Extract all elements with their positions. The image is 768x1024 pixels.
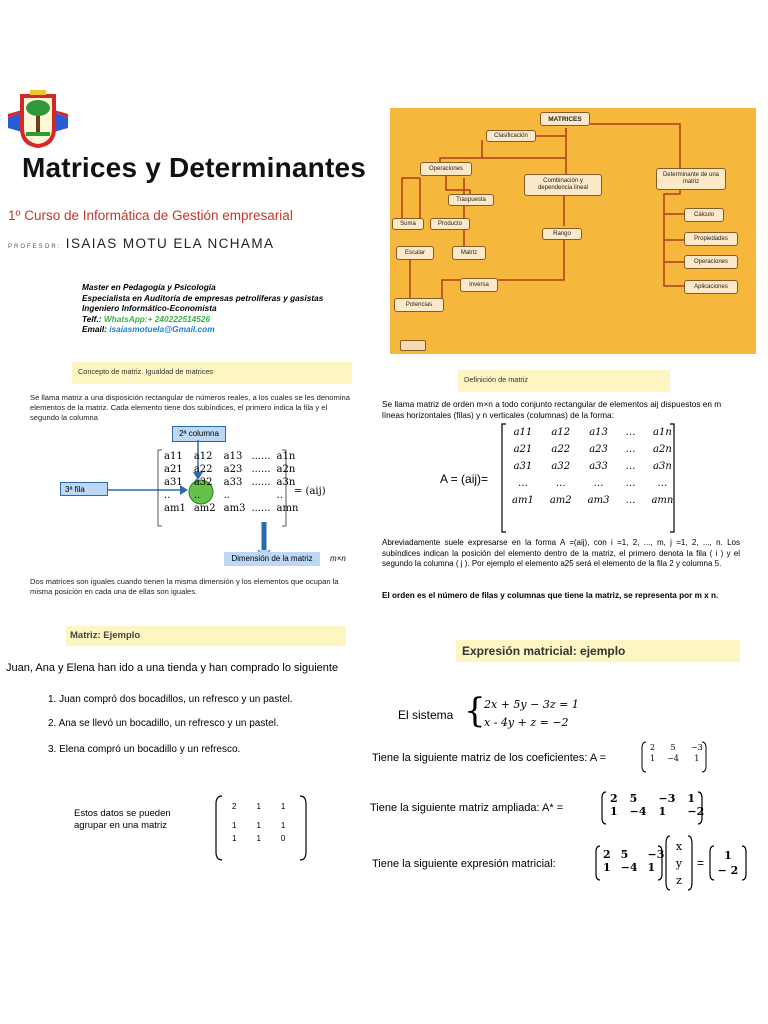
node-rango: Rango	[542, 228, 582, 240]
cell: −4	[620, 861, 638, 874]
email-value[interactable]: isaiasmotuela@Gmail.com	[109, 324, 215, 334]
system-eq2: x - 4y + z = −2	[484, 716, 569, 729]
cell: a23	[223, 464, 243, 475]
concept-matrix	[160, 450, 302, 515]
rhs-2: − 2	[717, 864, 739, 877]
rhs-vector	[712, 848, 744, 878]
cell: 1	[280, 802, 286, 811]
var-y: y	[675, 857, 683, 870]
cell: …	[517, 478, 528, 489]
cell: a33	[589, 461, 608, 472]
cell: a13	[589, 427, 608, 438]
concept-band: Concepto de matriz. Igualdad de matrices	[72, 362, 352, 384]
cell: ......	[251, 451, 271, 462]
var-x: x	[675, 840, 683, 853]
professor-label: PROFESOR:	[8, 244, 62, 250]
cell: am1	[512, 495, 534, 506]
cell: a2n	[653, 444, 672, 455]
example-matrix	[222, 800, 295, 845]
example-intro: Juan, Ana y Elena han ido a una tienda y han comprado lo siguiente	[6, 662, 339, 674]
cell: …	[625, 427, 636, 438]
cell: ......	[251, 503, 271, 514]
example-item: 2. Ana se llevó un bocadillo, un refresco y un pastel.	[48, 718, 279, 729]
cell: a33	[223, 477, 243, 488]
node-calculo: Cálculo	[684, 208, 724, 222]
cell: a23	[589, 444, 608, 455]
node-aplicaciones: Aplicaciones	[684, 280, 738, 294]
expression-band: Expresión matricial: ejemplo	[456, 640, 740, 662]
cell: 1	[694, 754, 700, 763]
cell: 2	[610, 792, 618, 805]
credential-line: Especialista en Auditoría de empresas petrolíferas y gasistas	[82, 292, 324, 303]
ampliada-text: Tiene la siguiente matriz ampliada: A* =	[370, 802, 564, 814]
cell: ..	[193, 490, 201, 501]
cell: 1	[256, 821, 261, 830]
cell: am1	[164, 503, 186, 514]
equal-matrices-text: Dos matrices son iguales cuando tienen la misma dimensión y los elementos que ocupan la misma posición en cada una de ellas son iguales.	[30, 577, 339, 596]
node-escalar: Escalar	[396, 246, 434, 260]
dimension-label: Dimensión de la matriz	[224, 552, 320, 566]
cell: 5	[670, 743, 676, 752]
coef-text: Tiene la siguiente matriz de los coeficientes: A =	[372, 752, 607, 764]
cell: …	[625, 461, 636, 472]
credential-line: Master en Pedagogía y Psicología	[82, 282, 216, 292]
amp-matrix	[604, 792, 710, 818]
cell: a1n	[653, 427, 672, 438]
cell: 1	[232, 821, 237, 830]
cell	[249, 489, 272, 502]
cell: −2	[687, 805, 705, 818]
cell: 5	[620, 848, 629, 861]
definition-matrix	[504, 424, 681, 509]
cell: a13	[223, 451, 243, 462]
cell: a21	[513, 444, 533, 455]
node-matrices: MATRICES	[540, 112, 590, 126]
professor-name: ISAIAS MOTU ELA NCHAMA	[65, 236, 275, 251]
cell: ..	[223, 490, 230, 501]
cell: −3	[647, 848, 665, 861]
concept-map	[390, 108, 756, 354]
cell: …	[625, 495, 636, 506]
node-potencias: Potencias	[394, 298, 444, 312]
map-nav-button[interactable]	[400, 340, 426, 351]
node-clasificacion: Clasificación	[486, 130, 536, 142]
phone-value: WhatsApp:+ 240222514526	[103, 313, 211, 324]
eq-sign: =	[697, 856, 705, 870]
coef-matrix	[644, 742, 709, 764]
cell: 1	[658, 805, 667, 818]
email-label: Email:	[82, 324, 107, 334]
cell: ..	[164, 490, 171, 501]
cell: a31	[164, 477, 183, 488]
cell: amn	[651, 495, 674, 506]
definition-band: Definición de matriz	[458, 370, 670, 392]
node-combinacion: Combinación y dependencia lineal	[524, 174, 602, 196]
expr-coef-matrix	[598, 848, 669, 874]
system-eq1: 2x + 5y − 3z = 1	[484, 698, 579, 711]
definition-lhs: A = (aij)=	[440, 472, 489, 486]
definition-text-2: Abreviadamente suele expresarse en la forma A =(aij), con i =1, 2, ..., m, j =1, 2, ..., n. Los subíndices indican la posición del elemento dentro de la matriz, el primero denota la fila ( i ) y el segundo la columna ( j ). Por ejemplo el elemento a25 será el elemento de la fila 2 y columna 5.	[382, 538, 740, 568]
cell: 1	[280, 821, 286, 830]
cell: 1	[687, 792, 696, 805]
cell: 1	[650, 754, 656, 763]
system-label: El sistema	[398, 708, 454, 722]
cell: a31	[513, 461, 533, 472]
cell: a11	[164, 451, 183, 462]
definition-text-3: El orden es el número de filas y columnas que tiene la matriz, se representa por m x n.	[382, 591, 719, 600]
cell: am2	[193, 503, 216, 514]
cell: a21	[164, 464, 183, 475]
cell: 1	[610, 805, 618, 818]
cell: a22	[551, 444, 571, 455]
cell: 2	[232, 802, 237, 811]
cell: −3	[658, 792, 676, 805]
vars-vector	[672, 838, 686, 889]
professor-line	[8, 235, 274, 253]
rhs-1: 1	[724, 849, 732, 862]
cell: a22	[193, 464, 213, 475]
example-item: 3. Elena compró un bocadillo y un refresco.	[48, 744, 241, 755]
cell: amn	[276, 503, 299, 514]
cell: am3	[223, 503, 246, 514]
logo-emblem	[8, 88, 68, 150]
cell: −3	[690, 743, 703, 752]
node-inversa: Inversa	[460, 278, 498, 292]
var-z: z	[676, 874, 682, 887]
cell: 5	[629, 792, 638, 805]
node-producto: Producto	[430, 218, 470, 230]
node-operaciones: Operaciones	[420, 162, 472, 176]
cell: 0	[280, 834, 286, 843]
cell: …	[625, 444, 636, 455]
node-determinante: Determinante de una matriz	[656, 168, 726, 190]
cell: ......	[251, 477, 271, 488]
system-brace: {	[464, 691, 486, 731]
credentials	[82, 282, 323, 335]
credential-line: Ingeniero Informático-Economista	[82, 303, 217, 313]
cell: a1n	[276, 451, 296, 462]
course-name: 1º Curso de Informática de Gestión empresarial	[8, 208, 293, 223]
concept-text: Se llama matriz a una disposición rectangular de números reales, a los cuales se les denomina elementos de la matriz. Cada elemento tiene dos subíndices, el primero indica la fila y el segundo la columna	[30, 393, 350, 422]
node-traspuesta: Traspuesta	[448, 194, 494, 206]
cell: a3n	[276, 477, 296, 488]
definition-text: Se llama matriz de orden m×n a todo conjunto rectangular de elementos aij dispuestos en m líneas horizontales (filas) y n verticales (columnas) de la forma:	[382, 399, 722, 420]
cell: a11	[513, 427, 533, 438]
cell: …	[657, 478, 668, 489]
node-matriz: Matriz	[452, 246, 486, 260]
cell: am2	[549, 495, 572, 506]
node-operaciones-det: Operaciones	[684, 255, 738, 269]
cell: a12	[551, 427, 571, 438]
cell: 1	[256, 802, 261, 811]
cell: a32	[193, 477, 213, 488]
cell: a2n	[276, 464, 296, 475]
column-label: 2ª columna	[172, 426, 226, 442]
cell: …	[593, 478, 604, 489]
cell: −4	[667, 754, 679, 763]
cell: 1	[647, 861, 656, 874]
email-line	[82, 324, 323, 335]
cell: 1	[232, 834, 237, 843]
page-title: Matrices y Determinantes	[22, 152, 367, 183]
cell: a3n	[653, 461, 672, 472]
cell: 2	[603, 848, 611, 861]
cell: a12	[193, 451, 213, 462]
phone-line	[82, 314, 323, 325]
cell: …	[555, 478, 566, 489]
node-suma: Suma	[392, 218, 424, 230]
cell: 1	[603, 861, 611, 874]
cell: …	[625, 478, 636, 489]
example-item: 1. Juan compró dos bocadillos, un refresco y un pastel.	[48, 694, 293, 705]
cell: a32	[551, 461, 571, 472]
cell: ..	[276, 490, 283, 501]
dimension-value: m×n	[330, 554, 346, 563]
cell: 1	[256, 834, 261, 843]
node-propiedades: Propiedades	[684, 232, 738, 246]
cell: ......	[251, 464, 271, 475]
cell: am3	[587, 495, 610, 506]
phone-label: Telf.:	[82, 313, 102, 324]
row-label: 3ª fila	[60, 482, 108, 496]
group-text: Estos datos se pueden agrupar en una matriz	[74, 808, 171, 831]
expression-text: Tiene la siguiente expresión matricial:	[372, 858, 556, 870]
example-band: Matriz: Ejemplo	[66, 626, 346, 646]
cell: 2	[650, 743, 656, 752]
matrix-notation: = (aij)	[294, 486, 326, 497]
cell: −4	[629, 805, 647, 818]
